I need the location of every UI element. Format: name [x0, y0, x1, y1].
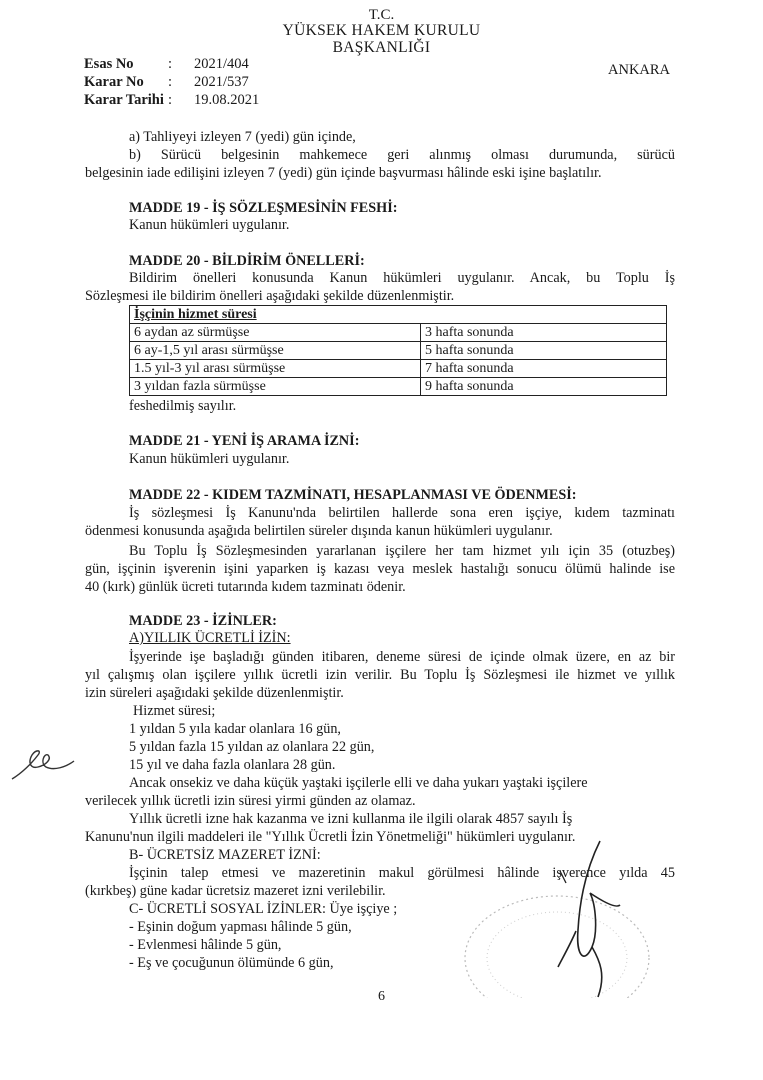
table-cell-period: 3 yıldan fazla sürmüşse [130, 378, 421, 396]
m23-a4: Hizmet süresi; [133, 703, 216, 719]
esas-label: Esas No [84, 56, 134, 72]
intro-b1: b) Sürücü belgesinin mahkemece geri alınmış olması durumunda, sürücü [129, 147, 675, 163]
m20-p1: Bildirim önelleri konusunda Kanun hükümleri uygulanır. Ancak, bu Toplu İş [129, 270, 675, 286]
m23-b1: İşçinin talep etmesi ve mazeretinin makul görülmesi hâlinde işverence yılda 45 [129, 865, 675, 881]
m20-after: feshedilmiş sayılır. [129, 398, 237, 414]
m23-a10: Yıllık ücretli izne hak kazanma ve izni kullanma ile ilgili olarak 4857 sayılı İş [129, 811, 573, 827]
esas-sep: : [168, 56, 173, 72]
m23-b-title: B- ÜCRETSİZ MAZERET İZNİ: [129, 847, 321, 863]
m23-c-title: C- ÜCRETLİ SOSYAL İZİNLER: Üye işçiye ; [129, 901, 398, 917]
intro-a: a) Tahliyeyi izleyen 7 (yedi) gün içinde, [129, 129, 356, 145]
m23-a5: 1 yıldan 5 yıla kadar olanlara 16 gün, [129, 721, 341, 737]
m22-l2: ödenmesi konusunda aşağıda belirtilen süreler dışında kanun hükümleri uygulanır. [85, 523, 553, 539]
table-header: İşçinin hizmet süresi [130, 306, 667, 324]
tarih-label: Karar Tarihi [84, 92, 164, 108]
m22-title: MADDE 22 - KIDEM TAZMİNATI, HESAPLANMASI VE ÖDENMESİ: [129, 487, 577, 503]
karar-sep: : [168, 74, 173, 90]
table-cell-notice: 5 hafta sonunda [421, 342, 667, 360]
m22-l3: Bu Toplu İş Sözleşmesinden yararlanan işçilere her tam hizmet yılı için 35 (otuzbeş) [129, 543, 675, 559]
m21-title: MADDE 21 - YENİ İŞ ARAMA İZNİ: [129, 433, 360, 449]
m23-a7: 15 yıl ve daha fazla olanlara 28 gün. [129, 757, 336, 773]
notice-period-table [129, 305, 667, 396]
header-institution: YÜKSEK HAKEM KURULU [282, 22, 481, 39]
m23-a6: 5 yıldan fazla 15 yıldan az olanlara 22 gün, [129, 739, 375, 755]
table-cell-notice: 3 hafta sonunda [421, 324, 667, 342]
page-number: 6 [378, 989, 385, 1004]
table-row [130, 342, 667, 360]
table-cell-period: 6 aydan az sürmüşse [130, 324, 421, 342]
esas-row [84, 55, 259, 73]
tarih-value: 19.08.2021 [194, 92, 260, 108]
table-header-row [130, 306, 667, 324]
m23-a-title: A)YILLIK ÜCRETLİ İZİN: [129, 630, 291, 646]
m23-a2: yıl çalışmış olan işçilere yıllık ücretli izin verilir. Bu Toplu İş Sözleşmesi ile hizmet ve yıllık [85, 667, 675, 683]
table-row [130, 324, 667, 342]
table-row [130, 360, 667, 378]
m19-title: MADDE 19 - İŞ SÖZLEŞMESİNİN FESHİ: [129, 200, 398, 216]
case-meta [84, 55, 259, 109]
m23-a8: Ancak onsekiz ve daha küçük yaştaki işçilerle elli ve daha yukarı yaştaki işçilere [129, 775, 588, 791]
table-cell-notice: 9 hafta sonunda [421, 378, 667, 396]
m23-c1: - Eşinin doğum yapması hâlinde 5 gün, [129, 919, 352, 935]
m22-l5: 40 (kırk) günlük ücreti tutarında kıdem tazminatı ödenir. [85, 579, 406, 595]
m23-a9: verilecek yıllık ücretli izin süresi yirmi günden az olamaz. [85, 793, 416, 809]
m21-text: Kanun hükümleri uygulanır. [129, 451, 290, 467]
table-row [130, 378, 667, 396]
intro-b2: belgesinin iade edilişini izleyen 7 (yedi) gün içinde başvurması hâlinde eski işine başlatılır. [85, 165, 602, 181]
table-cell-period: 6 ay-1,5 yıl arası sürmüşse [130, 342, 421, 360]
karar-row [84, 73, 259, 91]
margin-initial-signature [8, 745, 78, 785]
city: ANKARA [608, 62, 671, 78]
m23-c3: - Eş ve çocuğunun ölümünde 6 gün, [129, 955, 334, 971]
table-cell-notice: 7 hafta sonunda [421, 360, 667, 378]
esas-value: 2021/404 [194, 56, 249, 72]
m23-a11: Kanunu'nun ilgili maddeleri ile "Yıllık Ücretli İzin Yönetmeliği" hükümleri uygulanır. [85, 829, 576, 845]
m20-title: MADDE 20 - BİLDİRİM ÖNELLERİ: [129, 253, 365, 269]
m23-a3: izin süreleri aşağıdaki şekilde düzenlenmiştir. [85, 685, 344, 701]
m22-l1: İş sözleşmesi İş Kanunu'nda belirtilen hallerde sona eren işçiye, kıdem tazminatı [129, 505, 675, 521]
header-tc: T.C. [368, 7, 395, 23]
karar-value: 2021/537 [194, 74, 249, 90]
m23-title: MADDE 23 - İZİNLER: [129, 613, 277, 629]
table-cell-period: 1.5 yıl-3 yıl arası sürmüşse [130, 360, 421, 378]
tarih-row [84, 91, 259, 109]
m23-c2: - Evlenmesi hâlinde 5 gün, [129, 937, 282, 953]
m23-b2: (kırkbeş) güne kadar ücretsiz mazeret izni verilebilir. [85, 883, 386, 899]
signature [540, 835, 650, 1005]
karar-label: Karar No [84, 74, 144, 90]
header-presidency: BAŞKANLIĞI [332, 39, 431, 56]
m22-l4: gün, işçinin işverenin işini yaparken iş kazası veya meslek hastalığı sonucu ölümü halinde ise [85, 561, 675, 577]
m23-a1: İşyerinde işe başladığı günden itibaren, deneme süresi de içinde olmak üzere, en az bir [129, 649, 675, 665]
tarih-sep: : [168, 92, 173, 108]
m20-p2: Sözleşmesi ile bildirim önelleri aşağıdaki şekilde düzenlenmiştir. [85, 288, 455, 304]
m19-text: Kanun hükümleri uygulanır. [129, 217, 290, 233]
